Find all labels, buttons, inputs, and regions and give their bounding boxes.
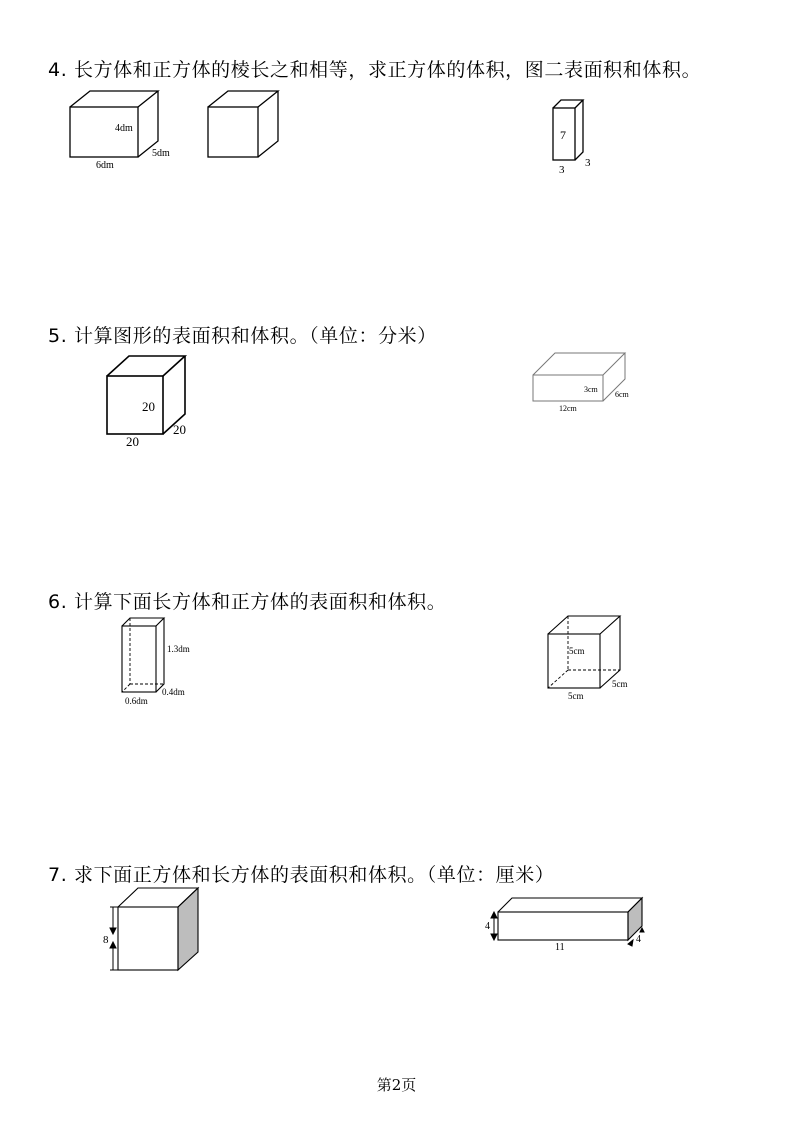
label-width: 3 [559,164,565,176]
label-height: 20 [142,399,155,414]
question-number: 6. [48,591,68,613]
label-length: 5cm [568,691,584,701]
question-number: 4. [48,59,68,81]
q4-cube-figure [200,85,290,165]
q6-cube-figure [540,610,640,705]
question-text: 长方体和正方体的棱长之和相等，求正方体的体积，图二表面积和体积。 [73,59,702,81]
label-depth: 5dm [152,148,170,159]
label-depth: 3 [585,157,591,169]
label-height: 4dm [115,123,133,134]
label-length: 11 [555,942,565,953]
label-depth: 6cm [615,390,629,399]
label-length: 20 [126,434,139,449]
label-length: 0.6dm [125,696,148,706]
question-5 [48,321,437,348]
label-length: 12cm [559,404,577,413]
question-text: 计算下面长方体和正方体的表面积和体积。 [73,591,447,613]
q4-cuboid-figure [60,85,180,175]
label-depth: 0.4dm [162,687,185,697]
q4-tall-prism-figure [545,92,605,182]
label-height: 5cm [569,646,585,656]
q7-shaded-cube-figure [98,882,208,977]
question-text: 计算图形的表面积和体积。（单位：分米） [73,325,437,347]
label-height: 4 [485,921,490,932]
q5-cube-figure [100,350,200,450]
label-height: 3cm [584,385,598,394]
label-height: 1.3dm [167,644,190,654]
question-text: 求下面正方体和长方体的表面积和体积。（单位：厘米） [73,864,555,886]
question-number: 5. [48,325,68,347]
q7-long-cuboid-figure [480,888,655,963]
question-number: 7. [48,864,68,886]
label-height: 7 [560,128,566,142]
page-number: 第2页 [376,1076,417,1094]
q6-tall-cuboid-figure [112,610,202,710]
label-depth: 20 [173,422,186,437]
label-depth: 4 [636,934,641,945]
label-length: 6dm [96,160,114,171]
q5-flat-cuboid-figure [525,345,645,415]
label-height: 8 [103,934,109,946]
label-depth: 5cm [612,679,628,689]
question-4 [48,55,701,82]
question-6 [48,587,446,614]
